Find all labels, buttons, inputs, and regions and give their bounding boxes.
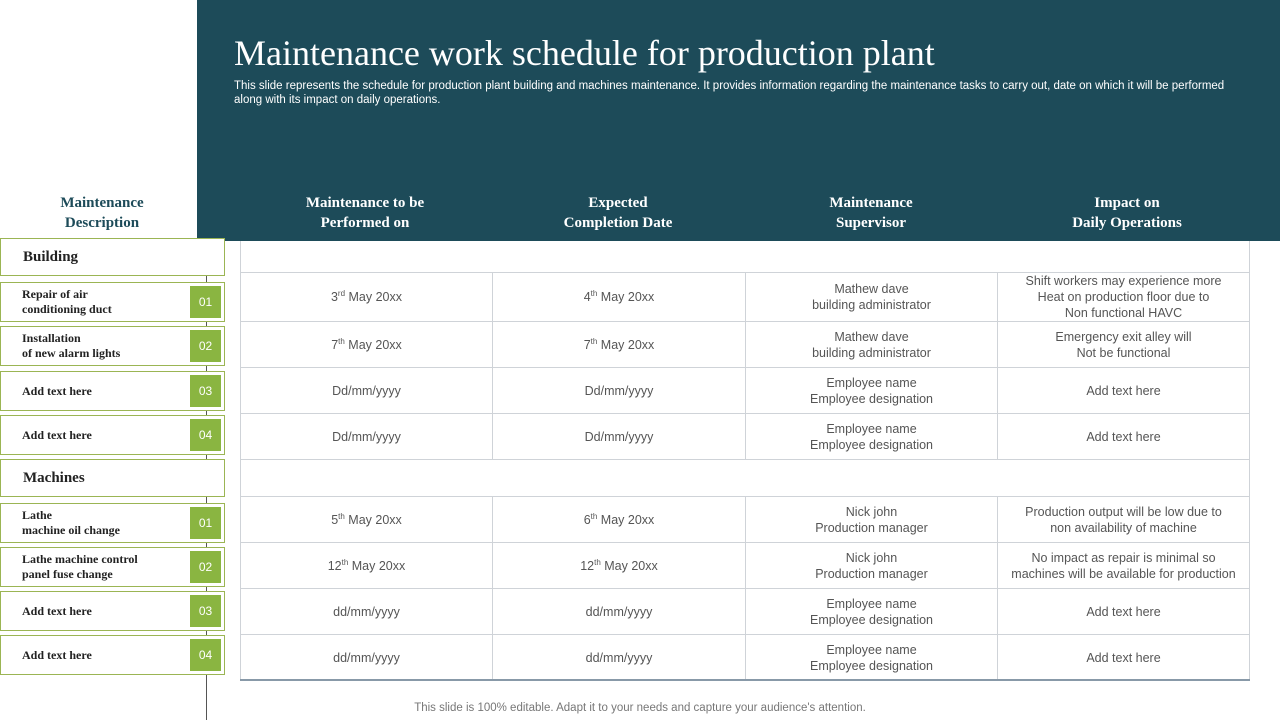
impact-cell: Production output will be low due to non availability of machine bbox=[998, 497, 1250, 543]
item-number-badge: 04 bbox=[190, 419, 221, 451]
item-label: Add text here bbox=[22, 383, 92, 398]
item-label: Add text here bbox=[22, 647, 92, 662]
header-completion-date: Expected Completion Date bbox=[563, 195, 673, 231]
completion-date-cell: 7th May 20xx bbox=[493, 322, 746, 368]
completion-date-cell: 12th May 20xx bbox=[493, 543, 746, 589]
performed-date-cell: 7th May 20xx bbox=[240, 322, 493, 368]
impact-cell: Add text here bbox=[998, 368, 1250, 414]
category-spacer-row bbox=[240, 241, 1250, 273]
impact-cell: Add text here bbox=[998, 635, 1250, 681]
completion-date-cell: dd/mm/yyyy bbox=[493, 635, 746, 681]
item-number-badge: 01 bbox=[190, 507, 221, 539]
item-box bbox=[0, 591, 225, 631]
supervisor-cell: Nick john Production manager bbox=[746, 497, 998, 543]
completion-date-cell: Dd/mm/yyyy bbox=[493, 368, 746, 414]
category-machines: Machines bbox=[0, 459, 225, 497]
completion-date-cell: 6th May 20xx bbox=[493, 497, 746, 543]
page-title: Maintenance work schedule for production plant bbox=[234, 33, 935, 73]
impact-cell: Emergency exit alley will Not be functional bbox=[998, 322, 1250, 368]
item-box bbox=[0, 547, 225, 587]
header-impact: Impact on Daily Operations bbox=[1072, 195, 1182, 231]
completion-date-cell: Dd/mm/yyyy bbox=[493, 414, 746, 460]
item-number-badge: 04 bbox=[190, 639, 221, 671]
header-performed-on: Maintenance to be Performed on bbox=[305, 195, 425, 231]
impact-cell: Shift workers may experience more Heat on production floor due to Non functional HAVC bbox=[998, 273, 1250, 322]
item-number-badge: 01 bbox=[190, 286, 221, 318]
completion-date-cell: 4th May 20xx bbox=[493, 273, 746, 322]
item-box bbox=[0, 282, 225, 322]
header-maintenance-description: Maintenance Description bbox=[60, 195, 144, 231]
item-number-badge: 02 bbox=[190, 551, 221, 583]
performed-date-cell: Dd/mm/yyyy bbox=[240, 414, 493, 460]
performed-date-cell: dd/mm/yyyy bbox=[240, 589, 493, 635]
item-label: Add text here bbox=[22, 427, 92, 442]
supervisor-cell: Nick john Production manager bbox=[746, 543, 998, 589]
supervisor-cell: Employee name Employee designation bbox=[746, 414, 998, 460]
supervisor-cell: Employee name Employee designation bbox=[746, 368, 998, 414]
item-label: Lathe machine oil change bbox=[22, 508, 120, 537]
item-box bbox=[0, 503, 225, 543]
item-number-badge: 03 bbox=[190, 595, 221, 627]
supervisor-cell: Mathew dave building administrator bbox=[746, 322, 998, 368]
performed-date-cell: 12th May 20xx bbox=[240, 543, 493, 589]
performed-date-cell: dd/mm/yyyy bbox=[240, 635, 493, 681]
item-box bbox=[0, 635, 225, 675]
supervisor-cell: Mathew dave building administrator bbox=[746, 273, 998, 322]
supervisor-cell: Employee name Employee designation bbox=[746, 635, 998, 681]
impact-cell: Add text here bbox=[998, 414, 1250, 460]
impact-cell: Add text here bbox=[998, 589, 1250, 635]
item-label: Installation of new alarm lights bbox=[22, 331, 121, 360]
item-box bbox=[0, 415, 225, 455]
item-label: Add text here bbox=[22, 603, 92, 618]
impact-cell: No impact as repair is minimal so machines will be available for production bbox=[998, 543, 1250, 589]
item-label: Lathe machine control panel fuse change bbox=[22, 552, 138, 581]
table-bottom-rule bbox=[240, 679, 1250, 681]
performed-date-cell: 5th May 20xx bbox=[240, 497, 493, 543]
category-building: Building bbox=[0, 238, 225, 276]
completion-date-cell: dd/mm/yyyy bbox=[493, 589, 746, 635]
item-number-badge: 03 bbox=[190, 375, 221, 407]
supervisor-cell: Employee name Employee designation bbox=[746, 589, 998, 635]
item-number-badge: 02 bbox=[190, 330, 221, 362]
performed-date-cell: Dd/mm/yyyy bbox=[240, 368, 493, 414]
page-subtitle: This slide represents the schedule for production plant building and machines maintenance. It provides information regarding the maintenance tasks to carry out, date on which it will be performed along with its impact on daily operations. bbox=[234, 80, 1225, 106]
footer-note: This slide is 100% editable. Adapt it to your needs and capture your audience's attention. bbox=[414, 702, 866, 714]
performed-date-cell: 3rd May 20xx bbox=[240, 273, 493, 322]
category-spacer-row bbox=[240, 460, 1250, 497]
item-box bbox=[0, 371, 225, 411]
item-label: Repair of air conditioning duct bbox=[22, 287, 112, 316]
item-box bbox=[0, 326, 225, 366]
header-supervisor: Maintenance Supervisor bbox=[829, 195, 913, 231]
